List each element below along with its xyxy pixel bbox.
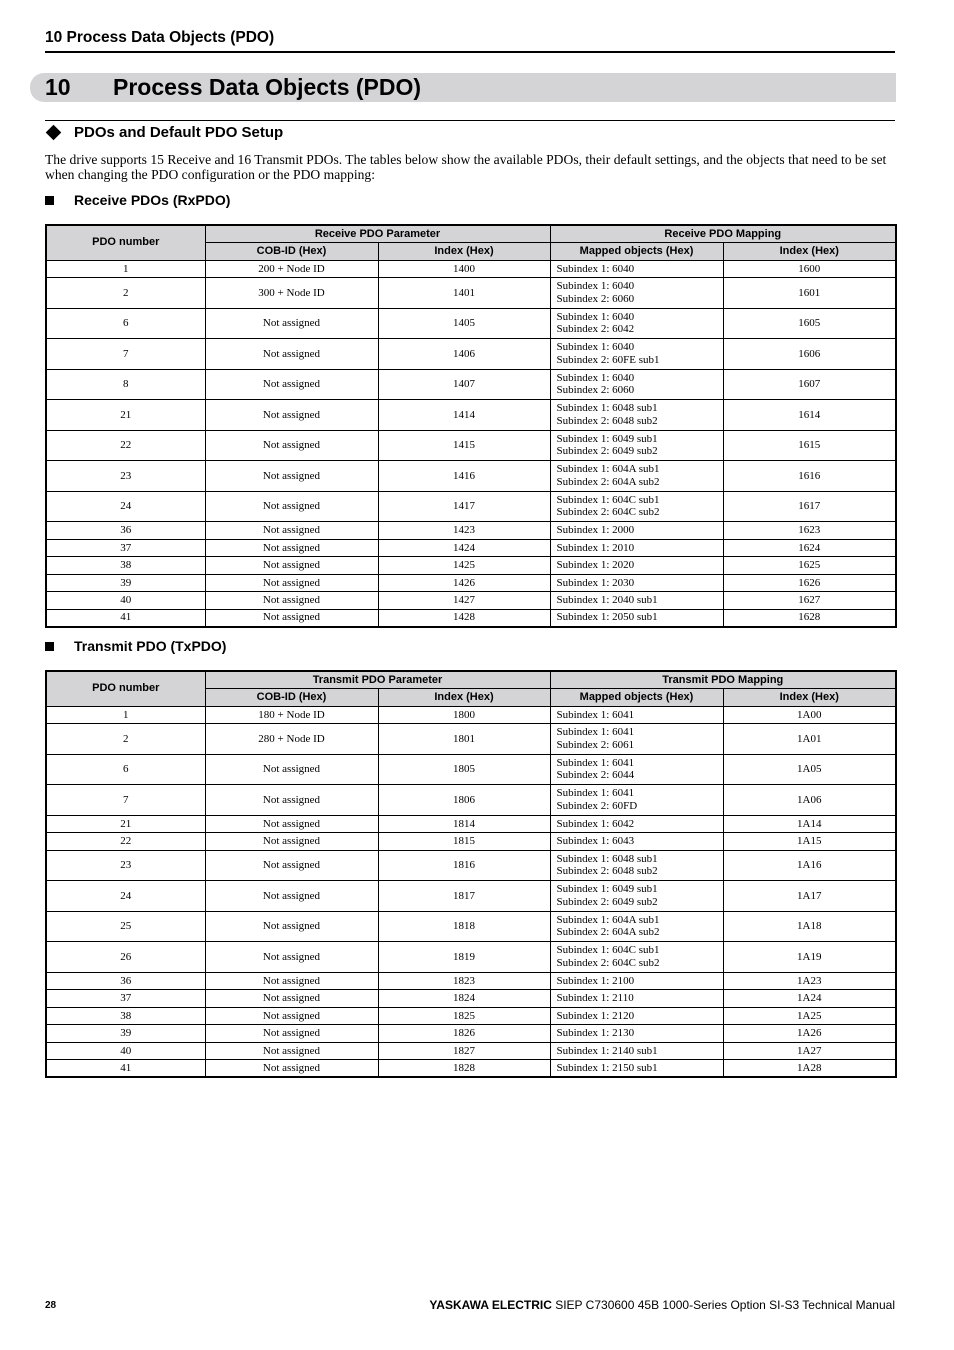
map-index-cell: 1A18	[723, 911, 896, 942]
mapped-object-line: Subindex 2: 6042	[556, 323, 635, 336]
mapped-objects-cell	[550, 491, 723, 522]
param-index-cell: 1816	[378, 850, 550, 881]
cob-id-cell: Not assigned	[205, 522, 378, 540]
mapped-object-line: Subindex 2: 6060	[556, 292, 635, 305]
table-row	[46, 339, 896, 370]
map-index-cell: 1626	[723, 574, 896, 592]
cob-id-cell: Not assigned	[205, 491, 378, 522]
mapped-object-line: Subindex 2: 60FD	[556, 799, 638, 812]
table-row	[46, 754, 896, 785]
mapped-object-line: Subindex 1: 6049 sub1	[556, 432, 658, 445]
cob-id-cell: Not assigned	[205, 609, 378, 627]
pdo-number-cell: 2	[46, 278, 205, 309]
pdo-number-cell: 8	[46, 369, 205, 400]
mapped-object-line: Subindex 1: 2010	[556, 541, 635, 554]
table-row	[46, 850, 896, 881]
map-index-cell: 1607	[723, 369, 896, 400]
cob-id-cell: 180 + Node ID	[205, 706, 378, 724]
mapped-objects-cell	[550, 278, 723, 309]
tx-subheading-label: Transmit PDO (TxPDO)	[74, 638, 227, 654]
cob-id-cell: 280 + Node ID	[205, 724, 378, 755]
mapped-object-line: Subindex 2: 604A sub2	[556, 926, 660, 939]
pdo-number-cell: 37	[46, 990, 205, 1008]
footer-document-title	[429, 1298, 895, 1312]
mapped-object-line: Subindex 1: 6041	[556, 726, 635, 739]
mapped-object-line: Subindex 1: 6041	[556, 756, 635, 769]
param-index-cell: 1815	[378, 833, 550, 851]
chapter-bar	[30, 73, 896, 102]
param-index-cell: 1823	[378, 972, 550, 990]
cob-id-cell: Not assigned	[205, 1007, 378, 1025]
cob-id-cell: Not assigned	[205, 881, 378, 912]
tx-header-pdo-number: PDO number	[46, 671, 205, 706]
param-index-cell: 1425	[378, 557, 550, 575]
cob-id-cell: Not assigned	[205, 1025, 378, 1043]
table-row	[46, 706, 896, 724]
cob-id-cell: Not assigned	[205, 539, 378, 557]
mapped-objects-cell	[550, 609, 723, 627]
cob-id-cell: Not assigned	[205, 592, 378, 610]
pdo-number-cell: 24	[46, 491, 205, 522]
section-rule	[45, 120, 895, 121]
pdo-number-cell: 38	[46, 557, 205, 575]
param-index-cell: 1427	[378, 592, 550, 610]
mapped-object-line: Subindex 1: 2030	[556, 576, 635, 589]
mapped-object-line: Subindex 1: 2050 sub1	[556, 611, 658, 624]
table-row	[46, 430, 896, 461]
rx-header-pdo-number: PDO number	[46, 225, 205, 260]
cob-id-cell: Not assigned	[205, 942, 378, 973]
table-row	[46, 911, 896, 942]
map-index-cell: 1606	[723, 339, 896, 370]
table-row	[46, 461, 896, 492]
pdo-number-cell: 26	[46, 942, 205, 973]
map-index-cell: 1A25	[723, 1007, 896, 1025]
param-index-cell: 1806	[378, 785, 550, 816]
mapped-objects-cell	[550, 815, 723, 833]
map-index-cell: 1601	[723, 278, 896, 309]
mapped-object-line: Subindex 1: 6041	[556, 787, 635, 800]
pdo-number-cell: 36	[46, 972, 205, 990]
map-index-cell: 1A23	[723, 972, 896, 990]
map-index-cell: 1A17	[723, 881, 896, 912]
cob-id-cell: 200 + Node ID	[205, 260, 378, 278]
mapped-object-line: Subindex 1: 604A sub1	[556, 463, 660, 476]
table-row	[46, 815, 896, 833]
running-header: 10 Process Data Objects (PDO)	[45, 29, 275, 46]
mapped-object-line: Subindex 1: 6048 sub1	[556, 402, 658, 415]
cob-id-cell: Not assigned	[205, 754, 378, 785]
section-title: PDOs and Default PDO Setup	[74, 124, 284, 141]
mapped-object-line: Subindex 1: 2120	[556, 1009, 635, 1022]
param-index-cell: 1406	[378, 339, 550, 370]
table-row	[46, 609, 896, 627]
map-index-cell: 1623	[723, 522, 896, 540]
param-index-cell: 1801	[378, 724, 550, 755]
mapped-object-line: Subindex 1: 6040	[556, 310, 635, 323]
cob-id-cell: Not assigned	[205, 850, 378, 881]
mapped-objects-cell	[550, 881, 723, 912]
mapped-object-line: Subindex 2: 6049 sub2	[556, 895, 658, 908]
map-index-cell: 1A05	[723, 754, 896, 785]
map-index-cell: 1627	[723, 592, 896, 610]
pdo-number-cell: 38	[46, 1007, 205, 1025]
map-index-cell: 1605	[723, 308, 896, 339]
mapped-objects-cell	[550, 1060, 723, 1078]
mapped-objects-cell	[550, 1007, 723, 1025]
intro-paragraph: The drive supports 15 Receive and 16 Transmit PDOs. The tables below show the available PDOs, their default settings, and the objects that need to be set when changing the PDO configuration or the PDO mapping:	[45, 152, 887, 182]
param-index-cell: 1428	[378, 609, 550, 627]
mapped-object-line: Subindex 1: 6043	[556, 835, 635, 847]
cob-id-cell: Not assigned	[205, 369, 378, 400]
table-row	[46, 1042, 896, 1060]
cob-id-cell: Not assigned	[205, 815, 378, 833]
table-row	[46, 1025, 896, 1043]
mapped-object-line: Subindex 1: 6042	[556, 817, 635, 830]
mapped-objects-cell	[550, 972, 723, 990]
tx-header-mapped-objects: Mapped objects (Hex)	[550, 689, 723, 707]
mapped-objects-cell	[550, 400, 723, 431]
rx-pdo-table	[45, 224, 897, 628]
mapped-objects-cell	[550, 260, 723, 278]
map-index-cell: 1A27	[723, 1042, 896, 1060]
map-index-cell: 1624	[723, 539, 896, 557]
map-index-cell: 1A15	[723, 833, 896, 851]
tx-header-mapping-group: Transmit PDO Mapping	[550, 671, 896, 689]
param-index-cell: 1817	[378, 881, 550, 912]
param-index-cell: 1405	[378, 308, 550, 339]
tx-header-cob-id: COB-ID (Hex)	[205, 689, 378, 707]
mapped-object-line: Subindex 1: 6040	[556, 341, 635, 354]
pdo-number-cell: 23	[46, 461, 205, 492]
page-number: 28	[45, 1300, 57, 1311]
map-index-cell: 1A00	[723, 706, 896, 724]
mapped-object-line: Subindex 1: 2150 sub1	[556, 1061, 658, 1074]
table-row	[46, 522, 896, 540]
mapped-objects-cell	[550, 833, 723, 851]
pdo-number-cell: 21	[46, 815, 205, 833]
map-index-cell: 1617	[723, 491, 896, 522]
chapter-number: 10	[45, 74, 71, 100]
mapped-object-line: Subindex 1: 6048 sub1	[556, 852, 658, 865]
param-index-cell: 1401	[378, 278, 550, 309]
cob-id-cell: Not assigned	[205, 785, 378, 816]
mapped-objects-cell	[550, 574, 723, 592]
mapped-object-line: Subindex 1: 2100	[556, 974, 635, 987]
rx-header-param-group: Receive PDO Parameter	[205, 225, 550, 243]
map-index-cell: 1A01	[723, 724, 896, 755]
mapped-object-line: Subindex 2: 6049 sub2	[556, 445, 658, 458]
pdo-number-cell: 22	[46, 430, 205, 461]
mapped-object-line: Subindex 1: 6040	[556, 262, 635, 275]
map-index-cell: 1A16	[723, 850, 896, 881]
table-row	[46, 724, 896, 755]
tx-pdo-table	[45, 670, 897, 1078]
param-index-cell: 1814	[378, 815, 550, 833]
table-row	[46, 990, 896, 1008]
mapped-objects-cell	[550, 850, 723, 881]
param-index-cell: 1423	[378, 522, 550, 540]
map-index-cell: 1A24	[723, 990, 896, 1008]
mapped-object-line: Subindex 1: 2110	[556, 992, 634, 1004]
table-row	[46, 592, 896, 610]
pdo-number-cell: 23	[46, 850, 205, 881]
mapped-object-line: Subindex 2: 6061	[556, 738, 635, 751]
param-index-cell: 1426	[378, 574, 550, 592]
tx-header-param-group: Transmit PDO Parameter	[205, 671, 550, 689]
diamond-bullet-icon	[46, 125, 62, 141]
map-index-cell: 1A19	[723, 942, 896, 973]
cob-id-cell: Not assigned	[205, 574, 378, 592]
mapped-object-line: Subindex 1: 6041	[556, 708, 635, 721]
mapped-objects-cell	[550, 592, 723, 610]
map-index-cell: 1A06	[723, 785, 896, 816]
param-index-cell: 1827	[378, 1042, 550, 1060]
rx-header-param-index: Index (Hex)	[378, 243, 550, 261]
mapped-object-line: Subindex 1: 6040	[556, 371, 635, 384]
mapped-object-line: Subindex 1: 2040 sub1	[556, 594, 658, 606]
map-index-cell: 1A26	[723, 1025, 896, 1043]
map-index-cell: 1625	[723, 557, 896, 575]
mapped-object-line: Subindex 1: 604C sub1	[556, 493, 660, 506]
square-bullet-icon	[45, 196, 54, 205]
param-index-cell: 1417	[378, 491, 550, 522]
mapped-object-line: Subindex 1: 2020	[556, 559, 635, 571]
param-index-cell: 1828	[378, 1060, 550, 1078]
square-bullet-icon	[45, 642, 54, 651]
pdo-number-cell: 39	[46, 574, 205, 592]
param-index-cell: 1826	[378, 1025, 550, 1043]
cob-id-cell: Not assigned	[205, 461, 378, 492]
rx-header-map-index: Index (Hex)	[723, 243, 896, 261]
table-row	[46, 1007, 896, 1025]
table-row	[46, 539, 896, 557]
param-index-cell: 1407	[378, 369, 550, 400]
cob-id-cell: Not assigned	[205, 1060, 378, 1078]
mapped-object-line: Subindex 1: 2130	[556, 1027, 635, 1039]
tx-header-param-index: Index (Hex)	[378, 689, 550, 707]
pdo-number-cell: 25	[46, 911, 205, 942]
table-row	[46, 308, 896, 339]
pdo-number-cell: 24	[46, 881, 205, 912]
map-index-cell: 1628	[723, 609, 896, 627]
map-index-cell: 1616	[723, 461, 896, 492]
param-index-cell: 1400	[378, 260, 550, 278]
pdo-number-cell: 41	[46, 609, 205, 627]
mapped-objects-cell	[550, 557, 723, 575]
mapped-object-line: Subindex 2: 6044	[556, 769, 635, 782]
rx-header-mapping-group: Receive PDO Mapping	[550, 225, 896, 243]
cob-id-cell: Not assigned	[205, 972, 378, 990]
mapped-object-line: Subindex 2: 6048 sub2	[556, 414, 658, 427]
mapped-objects-cell	[550, 1042, 723, 1060]
mapped-object-line: Subindex 1: 604C sub1	[556, 944, 660, 957]
param-index-cell: 1819	[378, 942, 550, 973]
mapped-object-line: Subindex 1: 2140 sub1	[556, 1044, 658, 1057]
mapped-objects-cell	[550, 430, 723, 461]
footer-brand: YASKAWA ELECTRIC	[429, 1298, 552, 1312]
cob-id-cell: Not assigned	[205, 339, 378, 370]
param-index-cell: 1415	[378, 430, 550, 461]
table-row	[46, 942, 896, 973]
cob-id-cell: Not assigned	[205, 1042, 378, 1060]
pdo-number-cell: 37	[46, 539, 205, 557]
param-index-cell: 1414	[378, 400, 550, 431]
table-row	[46, 881, 896, 912]
mapped-object-line: Subindex 1: 6040	[556, 280, 635, 293]
pdo-number-cell: 40	[46, 592, 205, 610]
cob-id-cell: Not assigned	[205, 400, 378, 431]
mapped-object-line: Subindex 2: 604A sub2	[556, 475, 660, 488]
cob-id-cell: Not assigned	[205, 833, 378, 851]
mapped-objects-cell	[550, 308, 723, 339]
pdo-number-cell: 1	[46, 260, 205, 278]
mapped-objects-cell	[550, 754, 723, 785]
table-row	[46, 278, 896, 309]
map-index-cell: 1615	[723, 430, 896, 461]
rx-header-mapped-objects: Mapped objects (Hex)	[550, 243, 723, 261]
mapped-objects-cell	[550, 339, 723, 370]
footer-doc: SIEP C730600 45B 1000-Series Option SI-S3 Technical Manual	[555, 1298, 895, 1312]
mapped-object-line: Subindex 2: 604C sub2	[556, 956, 660, 969]
pdo-number-cell: 1	[46, 706, 205, 724]
cob-id-cell: Not assigned	[205, 430, 378, 461]
mapped-object-line: Subindex 1: 6049 sub1	[556, 883, 658, 896]
map-index-cell: 1A28	[723, 1060, 896, 1078]
table-row	[46, 785, 896, 816]
table-row	[46, 972, 896, 990]
mapped-object-line: Subindex 2: 6060	[556, 384, 635, 397]
mapped-objects-cell	[550, 706, 723, 724]
pdo-number-cell: 41	[46, 1060, 205, 1078]
header-rule	[45, 51, 895, 53]
pdo-number-cell: 21	[46, 400, 205, 431]
rx-subheading-label: Receive PDOs (RxPDO)	[74, 192, 231, 208]
tx-header-map-index: Index (Hex)	[723, 689, 896, 707]
map-index-cell: 1614	[723, 400, 896, 431]
cob-id-cell: Not assigned	[205, 308, 378, 339]
table-row	[46, 574, 896, 592]
pdo-number-cell: 7	[46, 339, 205, 370]
pdo-number-cell: 40	[46, 1042, 205, 1060]
mapped-object-line: Subindex 1: 604A sub1	[556, 913, 660, 926]
table-row	[46, 491, 896, 522]
table-row	[46, 833, 896, 851]
mapped-objects-cell	[550, 522, 723, 540]
pdo-number-cell: 36	[46, 522, 205, 540]
mapped-objects-cell	[550, 990, 723, 1008]
param-index-cell: 1818	[378, 911, 550, 942]
mapped-object-line: Subindex 2: 604C sub2	[556, 506, 660, 519]
mapped-objects-cell	[550, 942, 723, 973]
param-index-cell: 1800	[378, 706, 550, 724]
rx-header-cob-id: COB-ID (Hex)	[205, 243, 378, 261]
param-index-cell: 1825	[378, 1007, 550, 1025]
chapter-title: Process Data Objects (PDO)	[113, 74, 422, 100]
cob-id-cell: 300 + Node ID	[205, 278, 378, 309]
pdo-number-cell: 6	[46, 754, 205, 785]
param-index-cell: 1805	[378, 754, 550, 785]
mapped-objects-cell	[550, 369, 723, 400]
pdo-number-cell: 7	[46, 785, 205, 816]
param-index-cell: 1416	[378, 461, 550, 492]
table-row	[46, 557, 896, 575]
pdo-number-cell: 6	[46, 308, 205, 339]
cob-id-cell: Not assigned	[205, 911, 378, 942]
map-index-cell: 1600	[723, 260, 896, 278]
mapped-objects-cell	[550, 461, 723, 492]
table-row	[46, 369, 896, 400]
pdo-number-cell: 22	[46, 833, 205, 851]
mapped-object-line: Subindex 2: 60FE sub1	[556, 353, 660, 366]
table-row	[46, 1060, 896, 1078]
mapped-object-line: Subindex 1: 2000	[556, 524, 635, 536]
mapped-objects-cell	[550, 1025, 723, 1043]
mapped-objects-cell	[550, 539, 723, 557]
mapped-objects-cell	[550, 724, 723, 755]
pdo-number-cell: 39	[46, 1025, 205, 1043]
param-index-cell: 1424	[378, 539, 550, 557]
param-index-cell: 1824	[378, 990, 550, 1008]
pdo-number-cell: 2	[46, 724, 205, 755]
cob-id-cell: Not assigned	[205, 557, 378, 575]
table-row	[46, 400, 896, 431]
mapped-objects-cell	[550, 911, 723, 942]
mapped-object-line: Subindex 2: 6048 sub2	[556, 865, 658, 878]
mapped-objects-cell	[550, 785, 723, 816]
map-index-cell: 1A14	[723, 815, 896, 833]
cob-id-cell: Not assigned	[205, 990, 378, 1008]
table-row	[46, 260, 896, 278]
